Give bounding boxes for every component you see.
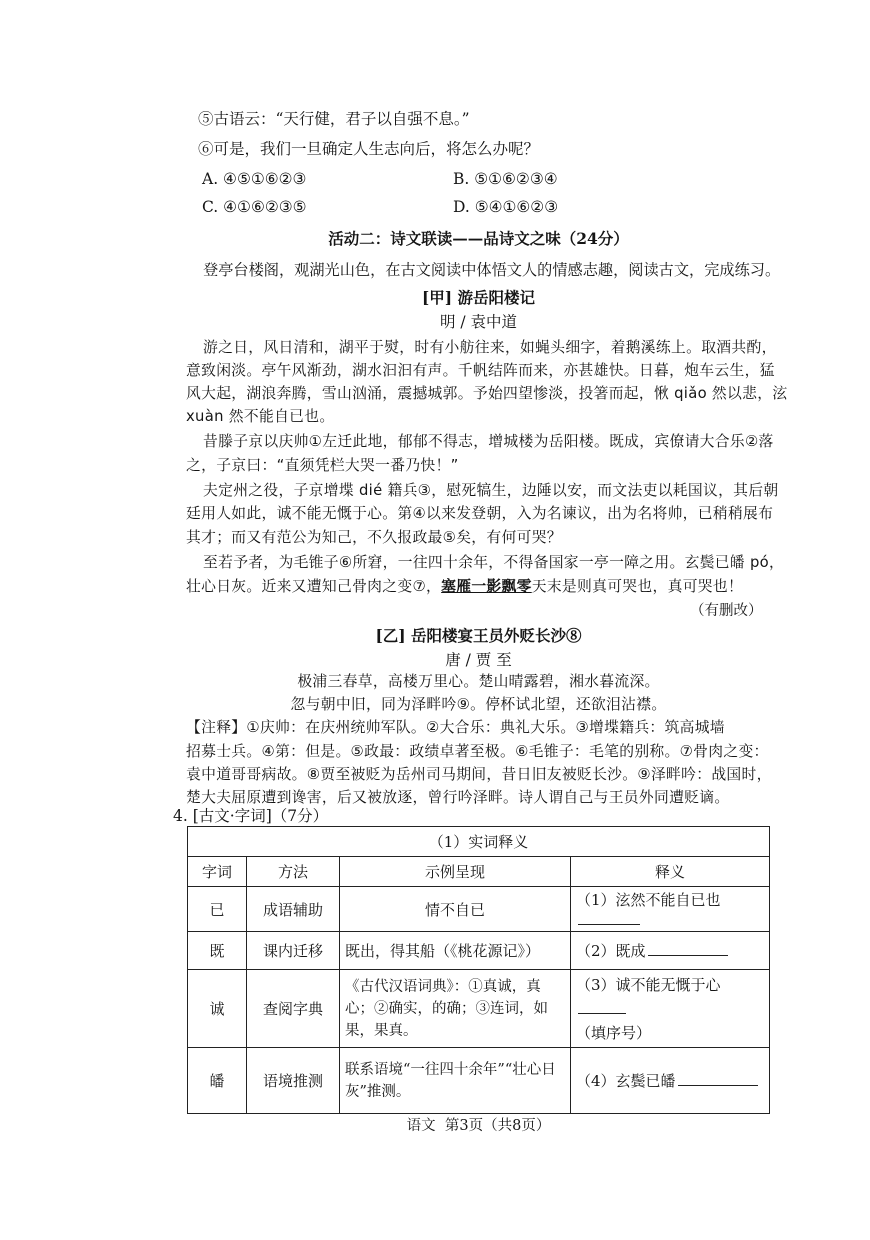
option-d: D. ⑤④①⑥②③ [453, 198, 559, 216]
underlined-phrase: 塞雁一影飘零 [441, 578, 532, 595]
cell-example: 既出，得其船（《桃花源记》） [340, 932, 571, 970]
option-a: A. ④⑤①⑥②③ [202, 170, 307, 188]
question-4-label: 4. [古文·字词]（7分） [173, 807, 329, 825]
page-footer: 语文 第3页（共8页） [406, 1118, 551, 1134]
passage-a-line: 风大起，湖浪奔腾，雪山汹涌，震撼城郭。予始四望惨淡，投箸而起，愀 qiǎo 然以悲，泫 [186, 385, 788, 402]
answer-blank[interactable] [578, 910, 640, 925]
passage-a-line: 游之日，风日清和，湖平于熨，时有小舫往来，如蝇头细字，着鹅溪练上。取酒共酌， [203, 339, 777, 356]
meaning-hint: （填序号） [576, 1023, 652, 1042]
meaning-text: （2）既成 [576, 942, 646, 960]
cell-word: 皤 [188, 1048, 247, 1114]
activity-intro: 登亭台楼阁，观湖光山色，在古文阅读中体悟文人的情感志趣，阅读古文，完成练习。 [203, 261, 781, 279]
poem-verse-2: 忽与朝中旧，同为泽畔吟⑨。停杯试北望，还欲泪沾襟。 [290, 696, 667, 713]
header-method: 方法 [247, 857, 340, 887]
table-title: （1）实词释义 [188, 827, 770, 857]
cell-example: 《古代汉语词典》：①真诚，真心；②确实，的确；③连词，如果，果真。 [340, 970, 571, 1048]
cell-method: 成语辅助 [247, 887, 340, 932]
passage-a-line: 至若予者，为毛锥子⑥所窘，一往四十余年，不得备国家一亭一障之用。玄鬓已皤 pó， [203, 554, 785, 571]
meaning-text: （4）玄鬓已皤 [576, 1072, 676, 1090]
cell-word: 既 [188, 932, 247, 970]
item-6: ⑥可是，我们一旦确定人生志向后，将怎么办呢？ [198, 140, 540, 158]
passage-a-line: 其才；而又有范公为知己，不久报政最⑤矣，有何可哭？ [186, 529, 562, 546]
passage-a-line-tail: 天末是则真可哭也，真可哭也！ [531, 578, 744, 595]
header-word: 字词 [188, 857, 247, 887]
answer-blank[interactable] [578, 999, 626, 1014]
cell-method: 查阅字典 [247, 970, 340, 1048]
passage-a-line: xuàn 然不能自已也。 [186, 408, 335, 425]
option-b: B. ⑤①⑥②③④ [453, 170, 558, 188]
passage-b-author: 唐 / 贾 至 [445, 651, 512, 669]
poem-verse-1: 极浦三春草，高楼万里心。楚山晴露碧，湘水暮流深。 [297, 673, 660, 690]
annotation-line: 【注释】①庆帅：在庆州统帅军队。②大合乐：典礼大乐。③增堞籍兵：筑高城墙 [186, 719, 725, 736]
cell-method: 课内迁移 [247, 932, 340, 970]
cell-meaning [571, 932, 770, 970]
answer-blank[interactable] [648, 941, 728, 956]
table-row [188, 1048, 770, 1114]
cell-meaning [571, 887, 770, 932]
passage-b-title: [乙] 岳阳楼宴王员外贬长沙⑧ [375, 626, 582, 645]
cell-example: 情不自已 [340, 887, 571, 932]
annotation-line: 袁中道哥哥病故。⑧贾至被贬为岳州司马期间，昔日旧友被贬长沙。⑨泽畔吟：战国时， [186, 766, 772, 783]
cell-example: 联系语境“一往四十余年”“壮心日灰”推测。 [340, 1048, 571, 1114]
passage-a-line: 廷用人如此，诚不能无慨于心。第④以来发登朝，入为名谏议，出为名将帅，已稍稍展布 [186, 505, 774, 522]
meaning-text: （3）诚不能无慨于心 [576, 975, 721, 994]
passage-a-line: 意致闲淡。亭午风渐劲，湖水汩汩有声。千帆结阵而来，亦甚雄快。日暮，炮车云生，猛 [186, 362, 775, 379]
passage-a-note: （有删改） [690, 603, 763, 619]
table-row [188, 932, 770, 970]
cell-word: 诚 [188, 970, 247, 1048]
option-c: C. ④①⑥②③⑤ [202, 198, 307, 216]
passage-a-line: 之，子京曰：“直须凭栏大哭一番乃快！” [186, 457, 459, 474]
answer-blank[interactable] [678, 1071, 758, 1086]
passage-a-line: 夫定州之役，子京增堞 dié 籍兵③，慰死犒生，边陲以安，而文法吏以耗国议，其后朝 [203, 482, 779, 499]
annotation-line: 招募士兵。④第：但是。⑤政最：政绩卓著至极。⑥毛锥子：毛笔的别称。⑦骨肉之变： [186, 743, 769, 760]
vocab-table [187, 826, 770, 1114]
header-example: 示例呈现 [340, 857, 571, 887]
activity-heading: 活动二：诗文联读——品诗文之味（24分） [328, 229, 629, 248]
cell-method: 语境推测 [247, 1048, 340, 1114]
item-5: ⑤古语云：“天行健，君子以自强不息。” [198, 110, 470, 128]
passage-a-author: 明 / 袁中道 [439, 313, 518, 331]
cell-meaning [571, 1048, 770, 1114]
table-row [188, 887, 770, 932]
passage-a-line-head: 壮心日灰。近来又遭知己骨肉之变⑦， [186, 578, 442, 595]
annotation-line: 楚大夫屈原遭到谗害，后又被放逐，曾行吟泽畔。诗人谓自己与王员外同遭贬谪。 [186, 789, 730, 806]
table-row [188, 970, 770, 1048]
header-meaning: 释义 [571, 857, 770, 887]
cell-meaning [571, 970, 770, 1048]
meaning-text: （1）泫然不能自已也 [576, 891, 721, 909]
passage-a-line: 昔滕子京以庆帅①左迁此地，郁郁不得志，增城楼为岳阳楼。既成，宾僚请大合乐②落 [203, 433, 774, 450]
passage-a-title: [甲] 游岳阳楼记 [421, 288, 536, 307]
cell-word: 已 [188, 887, 247, 932]
passage-a-last-line [186, 576, 743, 598]
